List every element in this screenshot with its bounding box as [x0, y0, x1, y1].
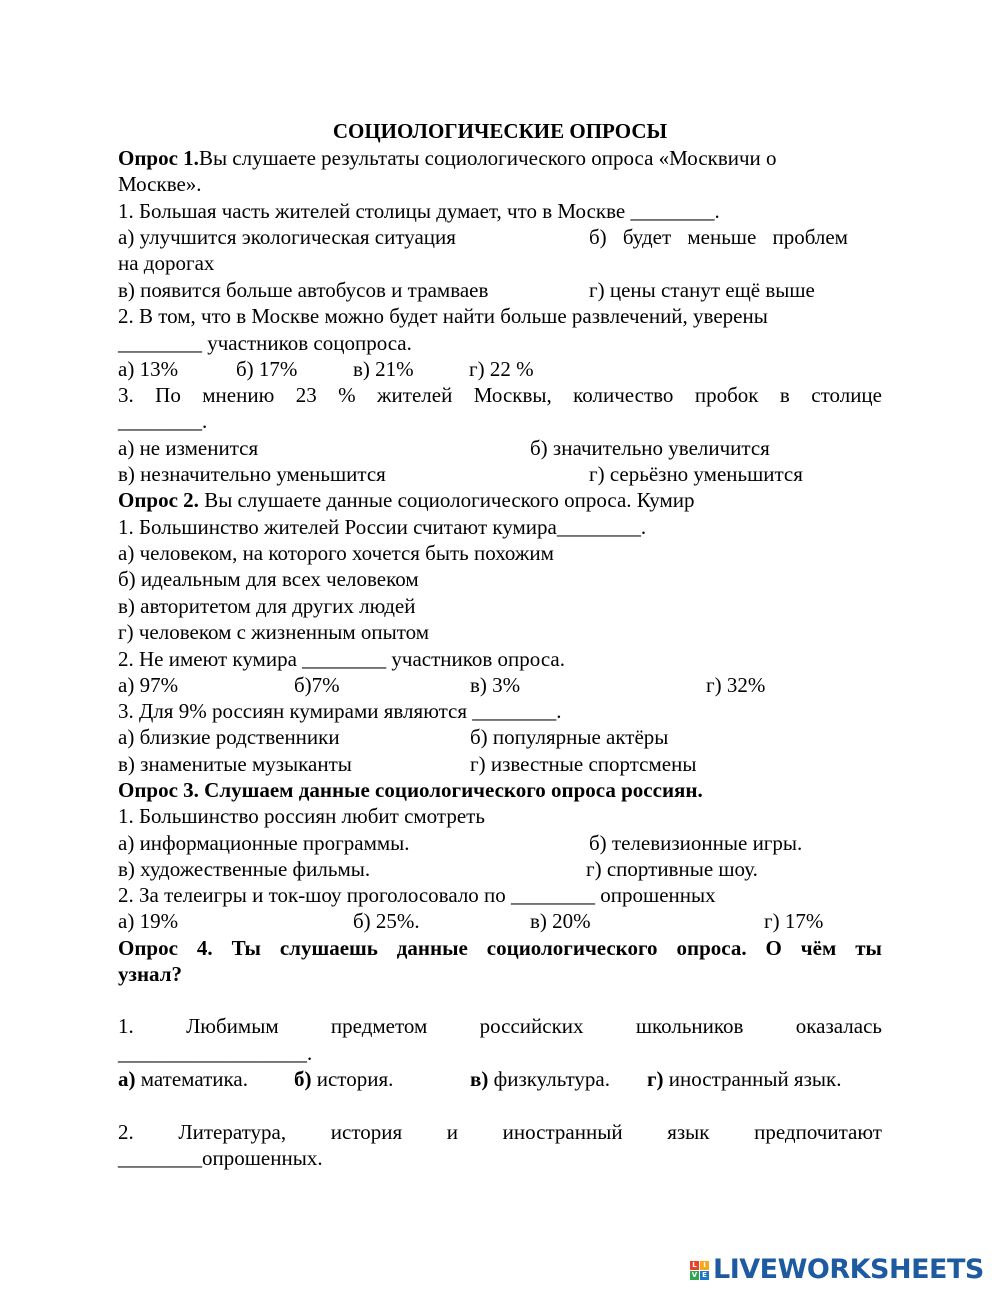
- survey2-intro: Опрос 2. Вы слушаете данные социологического опроса. Кумир: [118, 488, 695, 512]
- survey4-question-2: 2. Литература, история и иностранный язык предпочитают: [118, 1120, 882, 1144]
- survey3-q1-option-a: а) информационные программы.: [118, 831, 410, 855]
- logo-mark-tile: L: [690, 1261, 699, 1270]
- logo-text: LIVEWORKSHEETS: [713, 1254, 984, 1285]
- survey1-q1-option-b-cont: на дорогах: [118, 251, 215, 275]
- survey3-q2-option-c: в) 20%: [530, 909, 591, 933]
- survey2-q1-option-a: а) человеком, на которого хочется быть похожим: [118, 541, 554, 565]
- survey2-q1-option-c: в) авторитетом для других людей: [118, 594, 416, 618]
- survey2-q2-option-c: в) 3%: [470, 673, 521, 697]
- survey1-q1-option-b: б) будет меньше проблем: [589, 225, 848, 249]
- survey4-heading: Опрос 4. Ты слушаешь данные социологического опроса. О чём ты: [118, 936, 882, 960]
- survey1-question-2: 2. В том, что в Москве можно будет найти больше развлечений, уверены: [118, 304, 768, 328]
- survey1-q1-option-c: в) появится больше автобусов и трамваев: [118, 278, 489, 302]
- survey3-q1-option-d: г) спортивные шоу.: [586, 857, 758, 881]
- survey1-question-3-cont: ________.: [118, 409, 208, 433]
- survey1-q1-option-d: г) цены станут ещё выше: [589, 278, 815, 302]
- survey1-question-3: 3. По мнению 23 % жителей Москвы, количество пробок в столице: [118, 383, 882, 407]
- survey3-question-2: 2. За телеигры и ток-шоу проголосовало по ________ опрошенных: [118, 883, 716, 907]
- survey3-q2-option-d: г) 17%: [764, 909, 824, 933]
- survey4-question-1: 1. Любимым предметом российских школьников оказалась: [118, 1014, 882, 1038]
- survey1-q2-option-d: г) 22 %: [469, 357, 534, 381]
- survey1-question-2-cont: ________ участников соцопроса.: [118, 331, 412, 355]
- survey2-q3-option-b: б) популярные актёры: [470, 725, 669, 749]
- survey1-intro-cont: Москве».: [118, 172, 202, 196]
- survey2-q2-option-d: г) 32%: [706, 673, 766, 697]
- survey1-q3-option-d: г) серьёзно уменьшится: [589, 462, 803, 486]
- survey1-q1-option-a: а) улучшится экологическая ситуация: [118, 225, 456, 249]
- survey4-q1-option-c: в) физкультура.: [470, 1067, 610, 1091]
- survey3-q1-option-c: в) художественные фильмы.: [118, 857, 371, 881]
- survey3-question-1: 1. Большинство россиян любит смотреть: [118, 804, 485, 828]
- survey4-heading-cont: узнал?: [118, 962, 183, 986]
- survey2-heading: Опрос 2.: [118, 488, 199, 512]
- survey1-q2-option-a: а) 13%: [118, 357, 179, 381]
- survey2-question-1: 1. Большинство жителей России считают кумира________.: [118, 515, 647, 539]
- survey1-q3-option-c: в) незначительно уменьшится: [118, 462, 386, 486]
- logo-mark-tile: E: [700, 1271, 709, 1280]
- survey2-question-3: 3. Для 9% россиян кумирами являются ________.: [118, 699, 562, 723]
- survey1-question-1: 1. Большая часть жителей столицы думает, что в Москве ________.: [118, 199, 720, 223]
- page-title: СОЦИОЛОГИЧЕСКИЕ ОПРОСЫ: [332, 119, 668, 143]
- survey2-q1-option-b: б) идеальным для всех человеком: [118, 567, 419, 591]
- survey3-q2-option-a: а) 19%: [118, 909, 179, 933]
- logo-mark-tile: V: [691, 1270, 698, 1279]
- survey4-q1-option-a: а) математика.: [118, 1067, 248, 1091]
- survey1-heading: Опрос 1.: [118, 146, 199, 170]
- survey4-question-1-cont: __________________.: [118, 1041, 313, 1065]
- survey4-question-2-cont: ________опрошенных.: [118, 1146, 323, 1170]
- survey1-q2-option-c: в) 21%: [353, 357, 414, 381]
- survey2-q2-option-b: б)7%: [294, 673, 340, 697]
- survey1-q3-option-b: б) значительно увеличится: [530, 436, 770, 460]
- liveworksheets-logo: [690, 1255, 984, 1285]
- survey1-q3-option-a: а) не изменится: [118, 436, 259, 460]
- survey2-q3-option-a: а) близкие родственники: [118, 725, 340, 749]
- survey2-q3-option-c: в) знаменитые музыканты: [118, 752, 352, 776]
- survey2-q2-option-a: а) 97%: [118, 673, 179, 697]
- survey1-intro: Опрос 1.Вы слушаете результаты социологического опроса «Москвичи о: [118, 146, 777, 170]
- survey3-q2-option-b: б) 25%.: [353, 909, 420, 933]
- survey2-question-2: 2. Не имеют кумира ________ участников опроса.: [118, 647, 565, 671]
- survey2-q1-option-d: г) человеком с жизненным опытом: [118, 620, 430, 644]
- survey3-q1-option-b: б) телевизионные игры.: [589, 831, 803, 855]
- survey3-heading: Опрос 3. Слушаем данные социологического опроса россиян.: [118, 778, 703, 802]
- survey4-q1-option-b: б) история.: [294, 1067, 394, 1091]
- logo-mark-icon: [690, 1261, 709, 1280]
- logo-mark-tile: I: [700, 1261, 709, 1270]
- survey4-q1-option-d: г) иностранный язык.: [647, 1067, 842, 1091]
- survey1-q2-option-b: б) 17%: [236, 357, 298, 381]
- survey2-q3-option-d: г) известные спортсмены: [470, 752, 697, 776]
